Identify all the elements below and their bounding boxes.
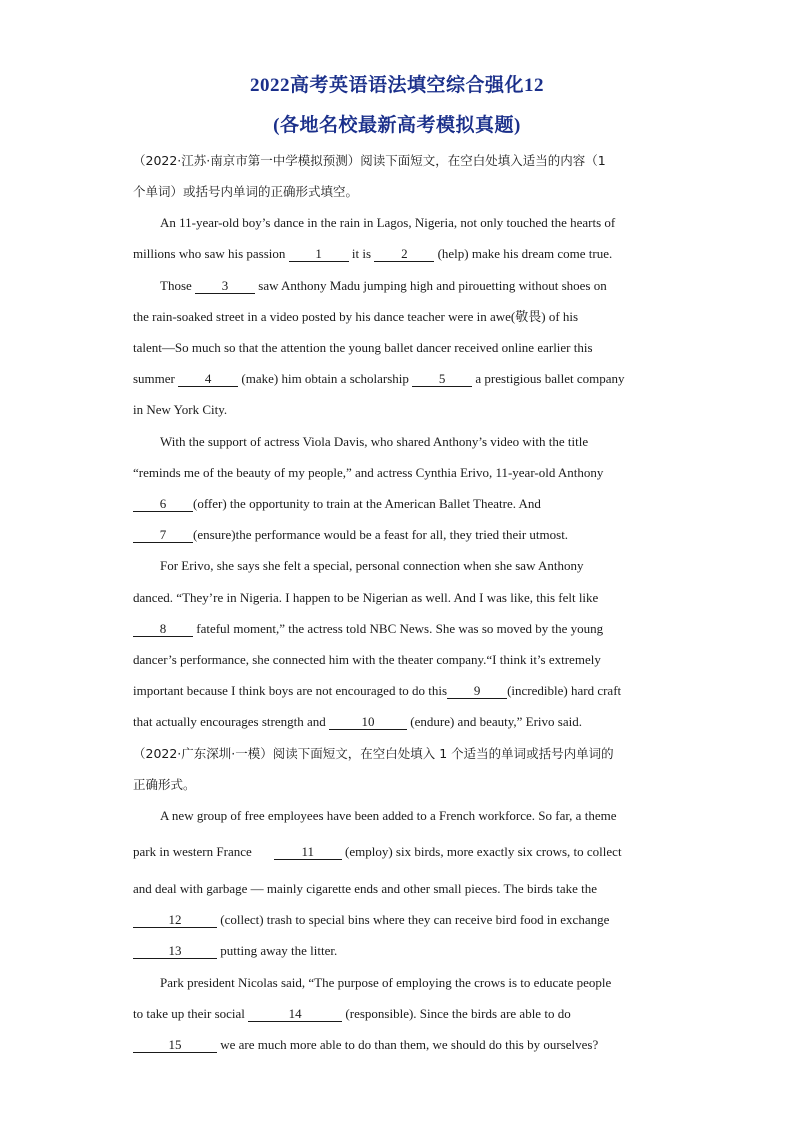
answer-blank-12[interactable]: 12 <box>133 912 217 928</box>
answer-blank-15[interactable]: 15 <box>133 1037 217 1053</box>
page-title: 2022高考英语语法填空综合强化12 <box>249 75 544 96</box>
passage2-text-line: 13 putting away the litter. <box>133 942 663 960</box>
passage2-text-line: park in western France 11 (employ) six birds, more exactly six crows, to collect <box>133 844 622 859</box>
answer-blank-1[interactable]: 1 <box>289 246 349 262</box>
passage1-text-line: 6 (offer) the opportunity to train at the American Ballet Theatre. And <box>133 495 663 513</box>
passage1-instructions-line1: （2022·江苏·南京市第一中学模拟预测）阅读下面短文，在空白处填入适当的内容（1 <box>133 153 606 168</box>
passage1-text-line: summer 4 (make) him obtain a scholarship 5 a prestigious ballet company <box>133 371 625 386</box>
answer-blank-6[interactable]: 6 <box>133 496 193 512</box>
answer-blank-4[interactable]: 4 <box>178 371 238 387</box>
passage1-text-line: 7 (ensure)the performance would be a feast for all, they tried their utmost. <box>133 526 663 544</box>
passage1-text-line: For Erivo, she says she felt a special, personal connection when she saw Anthony <box>160 558 584 573</box>
answer-blank-9[interactable]: 9 <box>447 683 507 699</box>
passage1-text-line: Those 3 saw Anthony Madu jumping high and pirouetting without shoes on <box>160 278 607 293</box>
answer-blank-11[interactable]: 11 <box>274 844 342 860</box>
answer-blank-5[interactable]: 5 <box>412 371 472 387</box>
answer-blank-8[interactable]: 8 <box>133 621 193 637</box>
passage1-text-line: danced. “They’re in Nigeria. I happen to be Nigerian as well. And I was like, this felt like <box>133 590 599 605</box>
answer-blank-3[interactable]: 3 <box>195 278 255 294</box>
passage1-text-line: With the support of actress Viola Davis, who shared Anthony’s video with the title <box>160 434 589 449</box>
passage1-text-line: important because I think boys are not encouraged to do this 9 (incredible) hard craft <box>133 683 622 698</box>
passage1-text-line: that actually encourages strength and 10 (endure) and beauty,” Erivo said. <box>133 714 582 729</box>
passage2-text-line: 12 (collect) trash to special bins where they can receive bird food in exchange <box>133 911 663 929</box>
passage1-text-line: dancer’s performance, she connected him with the theater company.“I think it’s extremely <box>133 652 601 667</box>
passage1-text-line: An 11-year-old boy’s dance in the rain in Lagos, Nigeria, not only touched the hearts of <box>160 215 616 230</box>
passage2-text-line: and deal with garbage — mainly cigarette ends and other small pieces. The birds take the <box>133 881 597 896</box>
answer-blank-10[interactable]: 10 <box>329 714 407 730</box>
passage1-text-line: millions who saw his passion 1 it is 2 (help) make his dream come true. <box>133 246 613 261</box>
answer-blank-2[interactable]: 2 <box>374 246 434 262</box>
passage1-text-line: 8 fateful moment,” the actress told NBC News. She was so moved by the young <box>133 620 663 638</box>
passage2-instructions-line1: （2022·广东深圳·一模）阅读下面短文，在空白处填入 1 个适当的单词或括号内单词的 <box>133 746 614 761</box>
passage1-text-line: in New York City. <box>133 402 228 417</box>
answer-blank-7[interactable]: 7 <box>133 527 193 543</box>
passage2-text-line: A new group of free employees have been added to a French workforce. So far, a theme <box>160 808 617 823</box>
passage2-text-line: to take up their social 14 (responsible). Since the birds are able to do <box>133 1006 571 1021</box>
answer-blank-13[interactable]: 13 <box>133 943 217 959</box>
passage1-instructions-line2: 个单词）或括号内单词的正确形式填空。 <box>133 184 359 199</box>
passage2-text-line: 15 we are much more able to do than them, we should do this by ourselves? <box>133 1036 663 1054</box>
passage1-text-line: the rain-soaked street in a video posted by his dance teacher were in awe(敬畏) of his <box>133 309 579 324</box>
answer-blank-14[interactable]: 14 <box>248 1006 342 1022</box>
page-subtitle: (各地名校最新高考模拟真题) <box>273 115 521 136</box>
passage2-instructions-line2: 正确形式。 <box>133 777 196 792</box>
passage1-text-line: “reminds me of the beauty of my people,” and actress Cynthia Erivo, 11-year-old Anthony <box>133 465 604 480</box>
passage1-text-line: talent—So much so that the attention the young ballet dancer received online earlier this <box>133 340 593 355</box>
passage2-text-line: Park president Nicolas said, “The purpose of employing the crows is to educate people <box>160 975 612 990</box>
